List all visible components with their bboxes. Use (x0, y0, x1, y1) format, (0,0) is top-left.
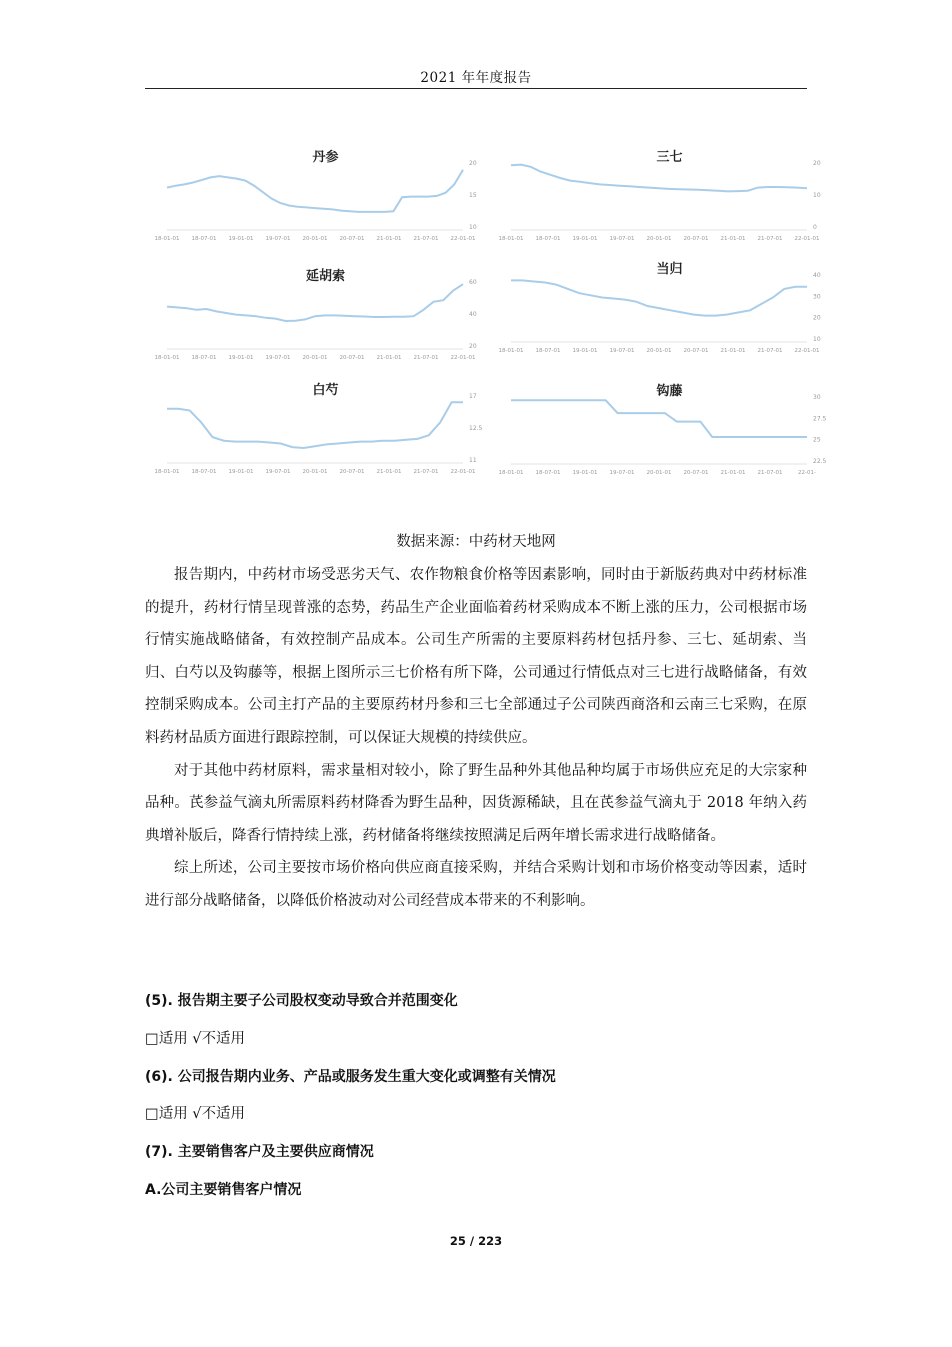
x-tick-label: 19-01-01 (228, 236, 254, 242)
x-tick-label: 19-01-01 (572, 470, 598, 476)
y-tick-label: 27.5 (813, 415, 827, 423)
x-tick-label: 19-07-01 (609, 236, 635, 242)
chart-svg (154, 379, 488, 479)
x-tick-label: 18-07-01 (191, 355, 217, 361)
chart-title: 延胡索 (305, 269, 345, 284)
chart-title: 白芍 (312, 383, 339, 398)
series-line (511, 280, 807, 315)
series-line (511, 400, 807, 437)
x-tick-label: 20-01-01 (302, 469, 328, 475)
series-line (167, 170, 463, 212)
x-tick-label: 20-07-01 (339, 355, 365, 361)
body-text (145, 559, 807, 918)
x-tick-label: 19-07-01 (609, 470, 635, 476)
x-tick-label: 18-07-01 (535, 236, 561, 242)
y-tick-label: 0 (813, 224, 817, 231)
chart-svg (154, 146, 488, 246)
chart-sanqi (498, 146, 832, 256)
y-tick-label: 40 (813, 272, 821, 279)
x-tick-label: 21-07-01 (757, 470, 783, 476)
chart-svg (498, 258, 832, 358)
x-tick-label: 19-01-01 (572, 348, 598, 354)
y-tick-label: 12.5 (469, 425, 483, 432)
x-tick-label: 18-01-01 (498, 236, 524, 242)
y-tick-label: 20 (469, 343, 477, 350)
chart-yanhusuo (154, 265, 488, 375)
y-tick-label: 10 (813, 336, 821, 343)
x-tick-label: 20-01-01 (646, 470, 672, 476)
paragraph: 综上所述，公司主要按市场价格向供应商直接采购，并结合采购计划和市场价格变动等因素，适时进行部分战略储备，以降低价格波动对公司经营成本带来的不利影响。 (145, 860, 807, 909)
series-line (511, 165, 807, 192)
x-tick-label: 18-01-01 (154, 236, 180, 242)
x-tick-label: 18-07-01 (191, 469, 217, 475)
chart-caption: 数据来源：中药材天地网 (396, 534, 556, 550)
chart-title: 钩藤 (656, 384, 683, 399)
chart-baishao (154, 379, 488, 489)
y-tick-label: 20 (813, 314, 821, 322)
x-tick-label: 21-07-01 (757, 236, 783, 242)
x-tick-label: 19-07-01 (609, 348, 635, 354)
chart-title: 当归 (656, 262, 683, 277)
x-tick-label: 18-07-01 (535, 470, 561, 476)
header-rule (145, 88, 807, 89)
x-tick-label: 18-07-01 (191, 236, 217, 242)
y-tick-label: 20 (469, 160, 477, 167)
y-tick-label: 10 (469, 224, 477, 231)
x-tick-label: 20-07-01 (339, 469, 365, 475)
x-tick-label: 20-01-01 (302, 236, 328, 242)
y-tick-label: 17 (469, 393, 477, 400)
chart-svg (498, 146, 832, 246)
x-tick-label: 18-01-01 (498, 470, 524, 476)
x-tick-label: 22-01- (798, 470, 816, 476)
x-tick-label: 20-01-01 (302, 355, 328, 361)
y-tick-label: 10 (813, 192, 821, 199)
x-tick-label: 20-07-01 (683, 348, 709, 354)
y-tick-label: 25 (813, 436, 821, 444)
x-tick-label: 21-01-01 (720, 348, 746, 354)
x-tick-label: 21-01-01 (720, 470, 746, 476)
x-tick-label: 20-07-01 (683, 470, 709, 476)
subsection-heading-7a: A.公司主要销售客户情况 (145, 1182, 302, 1198)
paragraph: 报告期内，中药材市场受恶劣天气、农作物粮食价格等因素影响，同时由于新版药典对中药材标准的提升，药材行情呈现普涨的态势，药品生产企业面临着药材采购成本不断上涨的压力，公司根据市场行情实施战略储备，有效控制产品成本。公司生产所需的主要原料药材包括丹参、三七、延胡索、当归、白芍以及钩藤等，根据上图所示三七价格有所下降，公司通过行情低点对三七进行战略储备，有效控制采购成本。公司主打产品的主要原药材丹参和三七全部通过子公司陕西商洛和云南三七采购，在原料药材品质方面进行跟踪控制，可以保证大规模的持续供应。 (145, 567, 807, 746)
chart-title: 三七 (656, 150, 683, 165)
x-tick-label: 19-01-01 (228, 355, 254, 361)
x-tick-label: 19-07-01 (265, 236, 291, 242)
y-tick-label: 11 (469, 457, 477, 464)
x-tick-label: 21-01-01 (376, 469, 402, 475)
x-tick-label: 18-01-01 (154, 355, 180, 361)
x-tick-label: 21-01-01 (720, 236, 746, 242)
x-tick-label: 22-01-01 (450, 355, 476, 361)
y-tick-label: 30 (813, 293, 821, 301)
chart-danshen (154, 146, 488, 256)
chart-danggui (498, 258, 832, 368)
x-tick-label: 21-01-01 (376, 355, 402, 361)
chart-gouteng (498, 380, 832, 490)
y-tick-label: 30 (813, 394, 821, 401)
section-heading-5: (5). 报告期主要子公司股权变动导致合并范围变化 (145, 993, 458, 1009)
paragraph: 对于其他中药材原料，需求量相对较小，除了野生品种外其他品种均属于市场供应充足的大宗家种品种。芪参益气滴丸所需原料药材降香为野生品种，因货源稀缺，且在芪参益气滴丸于 2018 年纳入药典增补版后，降香行情持续上涨，药材储备将继续按照满足后两年增长需求进行战略储备。 (145, 762, 807, 844)
x-tick-label: 19-01-01 (572, 236, 598, 242)
series-line (167, 284, 463, 321)
x-tick-label: 22-01-01 (794, 236, 820, 242)
x-tick-label: 22-01-01 (450, 236, 476, 242)
x-tick-label: 22-01-01 (450, 469, 476, 475)
x-tick-label: 21-07-01 (413, 236, 439, 242)
x-tick-label: 18-07-01 (535, 348, 561, 354)
x-tick-label: 18-01-01 (154, 469, 180, 475)
applicability-check-5: □适用 √不适用 (145, 1031, 246, 1047)
x-tick-label: 18-01-01 (498, 348, 524, 354)
chart-svg (498, 380, 832, 480)
price-charts-grid (154, 140, 827, 485)
x-tick-label: 21-07-01 (757, 348, 783, 354)
x-tick-label: 19-07-01 (265, 469, 291, 475)
x-tick-label: 20-07-01 (339, 236, 365, 242)
x-tick-label: 20-07-01 (683, 236, 709, 242)
series-line (167, 402, 463, 448)
section-heading-6: (6). 公司报告期内业务、产品或服务发生重大变化或调整有关情况 (145, 1069, 556, 1085)
x-tick-label: 19-01-01 (228, 469, 254, 475)
applicability-check-6: □适用 √不适用 (145, 1106, 246, 1122)
x-tick-label: 21-01-01 (376, 236, 402, 242)
page-header-title: 2021 年年度报告 (420, 70, 532, 86)
x-tick-label: 21-07-01 (413, 355, 439, 361)
page-number: 25 / 223 (449, 1234, 503, 1248)
chart-svg (154, 265, 488, 365)
y-tick-label: 22.5 (813, 458, 827, 465)
y-tick-label: 40 (469, 311, 477, 318)
section-heading-7: (7). 主要销售客户及主要供应商情况 (145, 1144, 374, 1160)
x-tick-label: 20-01-01 (646, 236, 672, 242)
x-tick-label: 20-01-01 (646, 348, 672, 354)
chart-title: 丹参 (312, 150, 339, 165)
x-tick-label: 22-01-01 (794, 348, 820, 354)
x-tick-label: 19-07-01 (265, 355, 291, 361)
y-tick-label: 15 (469, 192, 477, 199)
y-tick-label: 60 (469, 279, 477, 286)
x-tick-label: 21-07-01 (413, 469, 439, 475)
y-tick-label: 20 (813, 160, 821, 167)
